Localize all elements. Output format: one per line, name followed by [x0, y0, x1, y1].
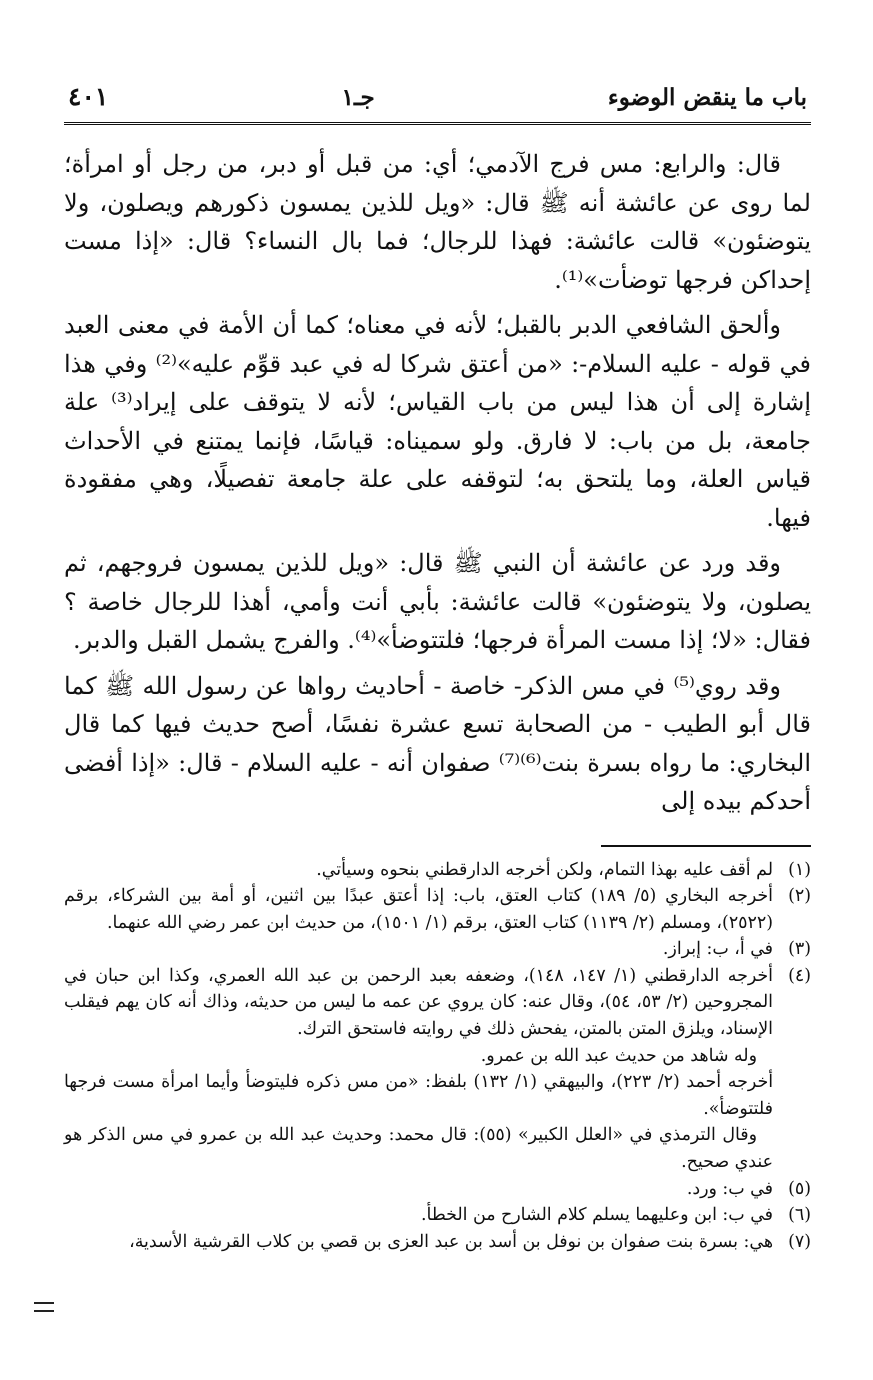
footnote [64, 1202, 811, 1229]
footnote-number: (٧) [788, 1231, 811, 1252]
running-header [64, 78, 811, 116]
page-number: ٤٠١ [68, 82, 109, 111]
footnote-continuation: وله شاهد من حديث عبد الله بن عمرو. [480, 1045, 757, 1066]
footnote [64, 857, 811, 884]
paragraph: قال: والرابع: مس فرج الآدمي؛ أي: من قبل أو دبر، من رجل أو امرأة؛ لما روى عن عائشة أنه ﷺ قال: «ويل للذين يمسون ذكورهم ويصلون، ولا يتوضئون» قالت عائشة: فهذا للرجال؛ فما بال النساء؟ قال: «إذا مست إحداكن فرجها توضأت»⁽¹⁾. [64, 150, 811, 294]
footnote [64, 963, 811, 1043]
footnote-number: (١) [788, 859, 811, 880]
paragraph: وقد روي⁽⁵⁾ في مس الذكر- خاصة - أحاديث رواها عن رسول الله ﷺ كما قال أبو الطيب - من الصحابة تسع عشرة نفسًا، أصح حديث فيها كما قال البخاري: ما رواه بسرة بنت⁽⁶⁾⁽⁷⁾ صفوان أنه - عليه السلام - قال: «إذا أفضى أحدكم بيده إلى [64, 671, 811, 815]
footnote-text: في ب: ورد. [686, 1178, 773, 1199]
footnote-number: (٢) [788, 886, 811, 907]
footnote-text: في ب: ابن وعليهما يسلم كلام الشارح من الخطأ. [421, 1205, 773, 1226]
footnotes [64, 857, 811, 1256]
footnote [64, 1176, 811, 1203]
footnote-number: (٦) [788, 1205, 811, 1226]
paragraph: وألحق الشافعي الدبر بالقبل؛ لأنه في معناه؛ كما أن الأمة في معنى العبد في قوله - عليه السلام-: «من أعتق شركا له في عبد قوِّم عليه»⁽²⁾ وفي هذا إشارة إلى أن هذا ليس من باب القياس؛ لأنه لا يتوقف على إيراد⁽³⁾ علة جامعة، بل من باب: لا فارق. ولو سميناه: قياسًا، فإنما يمتنع في الأحداث قياس العلة، وما يلتحق به؛ لتوقفه على علة جامعة تفصيلًا، وهي مفقودة فيها. [64, 311, 812, 532]
footnote-continuation: وقال الترمذي في «العلل الكبير» (٥٥): قال محمد: وحديث عبد الله بن عمرو في مس الذكر هو عندي صحيح. [64, 1125, 773, 1173]
footnote-text: أخرجه البخاري (٥/ ١٨٩) كتاب العتق، باب: إذا أعتق عبدًا بين اثنين، أو أمة بين الشركاء، برقم (٢٥٢٢)، ومسلم (٢/ ١١٣٩) كتاب العتق، برقم (١/ ١٥٠١)، من حديث ابن عمر رضي الله عنهما. [64, 886, 774, 933]
footnote-number: (٣) [788, 939, 811, 960]
footnote-number: (٥) [788, 1178, 811, 1199]
volume-label: جـ١ [341, 84, 375, 111]
paragraph: وقد ورد عن عائشة أن النبي ﷺ قال: «ويل للذين يمسون فروجهم، ثم يصلون، ولا يتوضئون» قالت عائشة: بأبي أنت وأمي، أهذا للرجال خاصة ؟ فقال: «لا؛ إذا مست المرأة فرجها؛ فلتتوضأ»⁽⁴⁾. والفرج يشمل القبل والدبر. [64, 549, 811, 654]
footnote-number: (٤) [788, 965, 811, 986]
footnote [64, 1229, 811, 1256]
footnote [64, 883, 811, 936]
footnote-text: في أ، ب: إبراز. [662, 939, 773, 960]
footnote-continuation: أخرجه أحمد (٢/ ٢٢٣)، والبيهقي (١/ ١٣٢) بلفظ: «من مس ذكره فليتوضأ وأيما امرأة مست فرجها فلتتوضأ». [64, 1072, 774, 1119]
footnote-separator [601, 845, 811, 847]
footnote-text: أخرجه الدارقطني (١/ ١٤٧، ١٤٨)، وضعفه بعبد الرحمن بن عبد الله العمري، وكذا ابن حبان في المجروحين (٢/ ٥٣، ٥٤)، وقال عنه: كان يروي عن عمه ما ليس من حديثه، وذاك أنه كان يهم فيقلب الإسناد، ويلزق المتن بالمتن، يفحش ذلك في روايته فاستحق الترك. [64, 965, 774, 1040]
main-text [64, 145, 811, 821]
footnote [64, 936, 811, 963]
footnote-text: لم أقف عليه بهذا التمام، ولكن أخرجه الدارقطني بنحوه وسيأتي. [316, 859, 773, 880]
header-rule [64, 122, 811, 125]
chapter-title: باب ما ينقض الوضوء [607, 84, 807, 111]
footnote-text: هي: بسرة بنت صفوان بن نوفل بن أسد بن عبد العزى بن قصي بن كلاب القرشية الأسدية، [129, 1231, 773, 1252]
continuation-mark [34, 1302, 54, 1312]
